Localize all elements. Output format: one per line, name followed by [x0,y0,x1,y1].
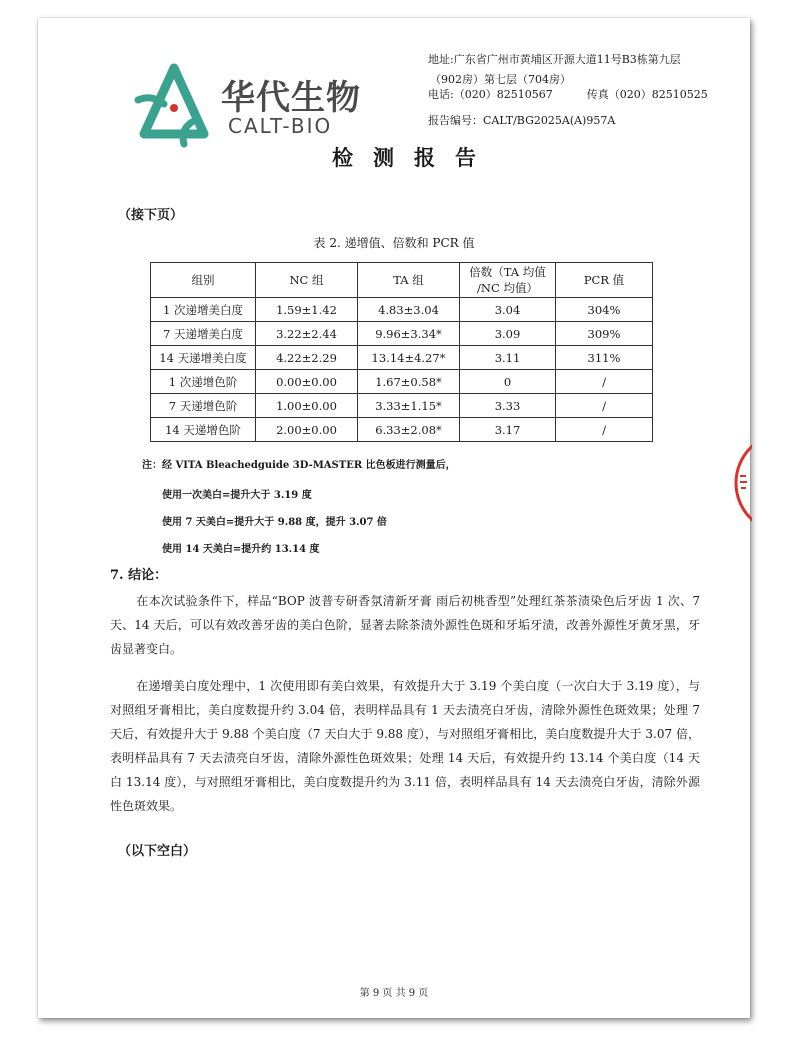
table-caption: 表 2. 递增值、倍数和 PCR 值 [313,236,475,250]
cell-group: 7 天递增美白度 [151,322,256,346]
cell-ta: 1.67±0.58* [358,370,460,394]
continued-note: （接下页） [118,208,184,223]
note-2: 使用 7 天美白=提升大于 9.88 度，提升 3.07 倍 [162,517,387,528]
cell-group: 14 天递增美白度 [151,346,256,370]
document-title: 检测报告 [332,145,496,170]
table-row [151,370,653,394]
contact-line [428,86,708,102]
table-row [151,322,653,346]
brand-name-cn: 华代生物 [221,78,361,118]
blank-note: （以下空白） [118,844,197,859]
conclusion-paragraph-2-text: 在递增美白度处理中，1 次使用即有美白效果，有效提升大于 3.19 个美白度（一次白大于 3.19 度），与对照组牙膏相比，美白度数提升约 3.04 倍，表明样品具有 1 天去渍亮白牙齿，清除外源性色斑效果；处理 7 天后，有效提升大于 9.88 个美白度（7 天白大于 9.88 度），与对照组牙膏相比，美白度数提升大于 3.07 倍，表明样品具有 7 天去渍亮白牙齿，清除外源性色斑效果；处理 14 天后，有效提升约 13.14 个美白度（14 天白 13.14 度），与对照组牙膏相比，美白度数提升约为 3.11 倍，表明样品具有 14 天去渍亮白牙齿，清除外源性色斑效果。 [110,679,700,813]
fax: 传真（020）82510525 [586,88,708,101]
cell-pcr: / [556,370,653,394]
cell-ta: 9.96±3.34* [358,322,460,346]
results-table [150,262,653,442]
table-row [151,394,653,418]
table-row [151,346,653,370]
brand-name-en: CALT-BIO [228,114,333,138]
cell-ratio: 3.11 [460,346,556,370]
cell-group: 1 次递增色阶 [151,370,256,394]
conclusion-paragraph-1-text: 在本次试验条件下，样品“BOP 波普专研香氛清新牙膏 雨后初桃香型”处理红茶茶渍染色后牙齿 1 次、7 天、14 天后，可以有效改善牙齿的美白色阶，显著去除茶渍外源性色斑和牙垢牙渍，改善外源性牙黄牙黑，牙齿显著变白。 [110,594,700,656]
address-block [428,50,728,90]
cell-nc: 4.22±2.29 [256,346,358,370]
conclusion-paragraph-1 [110,589,700,661]
cell-pcr: 304% [556,298,653,322]
note-1: 使用一次美白=提升大于 3.19 度 [162,490,312,501]
table-header-row [151,263,653,298]
table-row [151,298,653,322]
cell-nc: 3.22±2.44 [256,322,358,346]
cell-group: 1 次递增美白度 [151,298,256,322]
header-ratio-line-1: 倍数（TA 均值 [469,265,546,279]
report-page [38,18,750,1018]
cell-ratio: 3.04 [460,298,556,322]
cell-pcr: / [556,418,653,442]
report-number: 报告编号：CALT/BG2025A(A)957A [428,114,616,127]
cell-ta: 3.33±1.15* [358,394,460,418]
cell-group: 14 天递增色阶 [151,418,256,442]
cell-nc: 1.59±1.42 [256,298,358,322]
cell-nc: 1.00±0.00 [256,394,358,418]
header-ratio-line-2: /NC 均值） [477,281,538,295]
header-ratio [460,263,556,298]
seal-stamp-edge [734,438,752,528]
header-group: 组别 [151,263,256,298]
telephone: 电话:（020）82510567 [428,88,553,101]
cell-ta: 4.83±3.04 [358,298,460,322]
cell-group: 7 天递增色阶 [151,394,256,418]
cell-nc: 0.00±0.00 [256,370,358,394]
table-row [151,418,653,442]
address-line-2: （902房）第七层（704房） [430,73,571,86]
cell-ratio: 3.17 [460,418,556,442]
header-nc: NC 组 [256,263,358,298]
header-pcr: PCR 值 [556,263,653,298]
cell-pcr: / [556,394,653,418]
header-ta: TA 组 [358,263,460,298]
calt-bio-logo [134,60,216,150]
cell-ratio: 3.33 [460,394,556,418]
page-footer: 第 9 页 共 9 页 [359,988,429,999]
address-line-1: 地址:广东省广州市黄埔区开源大道11号B3栋第九层 [428,53,681,66]
cell-ratio: 3.09 [460,322,556,346]
cell-ta: 13.14±4.27* [358,346,460,370]
cell-pcr: 309% [556,322,653,346]
note-3: 使用 14 天美白=提升约 13.14 度 [162,544,320,555]
note-intro: 注：经 VITA Bleachedguide 3D-MASTER 比色板进行测量后， [142,460,456,471]
conclusion-paragraph-2 [110,674,700,818]
cell-ta: 6.33±2.08* [358,418,460,442]
cell-ratio: 0 [460,370,556,394]
cell-nc: 2.00±0.00 [256,418,358,442]
cell-pcr: 311% [556,346,653,370]
conclusion-heading: 7. 结论： [110,568,168,583]
